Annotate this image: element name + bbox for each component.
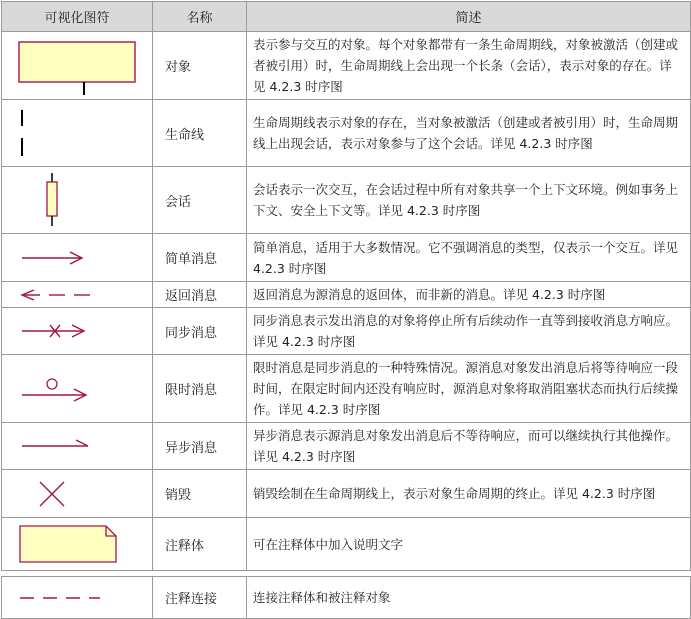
row-desc: 可在注释体中加入说明文字 <box>247 518 691 571</box>
row-name: 同步消息 <box>153 308 247 355</box>
table-header-row <box>2 2 691 32</box>
table-row <box>2 282 691 308</box>
sync-message-arrow-icon <box>12 316 142 346</box>
activation-bar-icon <box>12 169 142 231</box>
row-name: 注释体 <box>153 518 247 571</box>
row-name: 对象 <box>153 32 247 100</box>
return-message-arrow-icon <box>12 285 142 305</box>
simple-message-arrow-icon <box>12 243 142 273</box>
table-row <box>2 32 691 100</box>
lifeline-icon <box>8 102 138 164</box>
table-row <box>2 518 691 571</box>
table-row <box>2 355 691 423</box>
row-desc: 返回消息为源消息的返回体，而非新的消息。详见 4.2.3 时序图 <box>247 282 691 308</box>
header-name: 名称 <box>153 2 247 32</box>
destroy-x-icon <box>12 474 142 514</box>
note-icon <box>12 520 142 568</box>
row-desc: 会话表示一次交互，在会话过程中所有对象共享一个上下文环境。例如事务上下文、安全上下文等。详见 4.2.3 时序图 <box>247 167 691 234</box>
row-desc: 销毁绘制在生命周期线上，表示对象生命周期的终止。详见 4.2.3 时序图 <box>247 470 691 518</box>
row-desc: 生命周期线表示对象的存在，当对象被激活（创建或者被引用）时，生命周期线上出现会话，表示对象参与了这个会话。详见 4.2.3 时序图 <box>247 100 691 167</box>
object-box-icon <box>12 35 142 97</box>
table-row <box>2 470 691 518</box>
row-desc: 简单消息，适用于大多数情况。它不强调消息的类型，仅表示一个交互。详见 4.2.3 时序图 <box>247 234 691 282</box>
row-name: 简单消息 <box>153 234 247 282</box>
row-name: 销毁 <box>153 470 247 518</box>
row-name: 会话 <box>153 167 247 234</box>
table-row <box>2 234 691 282</box>
note-link-dashed-icon <box>12 583 142 613</box>
row-desc: 连接注释体和被注释对象 <box>247 577 691 619</box>
async-message-arrow-icon <box>12 431 142 461</box>
row-desc: 同步消息表示发出消息的对象将停止所有后续动作一直等到接收消息方响应。详见 4.2.3 时序图 <box>247 308 691 355</box>
row-name: 注释连接 <box>153 577 247 619</box>
table-row <box>2 308 691 355</box>
row-desc: 异步消息表示源消息对象发出消息后不等待响应，而可以继续执行其他操作。详见 4.2.3 时序图 <box>247 423 691 470</box>
header-desc: 简述 <box>247 2 691 32</box>
header-symbol: 可视化图符 <box>2 2 153 32</box>
row-name: 生命线 <box>153 100 247 167</box>
row-desc: 表示参与交互的对象。每个对象都带有一条生命周期线，对象被激活（创建或者被引用）时，生命周期线上会出现一个长条（会话），表示对象的存在。详见 4.2.3 时序图 <box>247 32 691 100</box>
table-row <box>2 577 691 619</box>
row-name: 限时消息 <box>153 355 247 423</box>
table-row <box>2 100 691 167</box>
row-name: 返回消息 <box>153 282 247 308</box>
timed-message-arrow-icon <box>12 369 142 409</box>
table-row <box>2 167 691 234</box>
sequence-diagram-symbol-table <box>1 1 691 619</box>
table-row <box>2 423 691 470</box>
row-desc: 限时消息是同步消息的一种特殊情况。源消息对象发出消息后将等待响应一段时间，在限定时间内还没有响应时，源消息对象将取消阻塞状态而执行后续操作。详见 4.2.3 时序图 <box>247 355 691 423</box>
row-name: 异步消息 <box>153 423 247 470</box>
